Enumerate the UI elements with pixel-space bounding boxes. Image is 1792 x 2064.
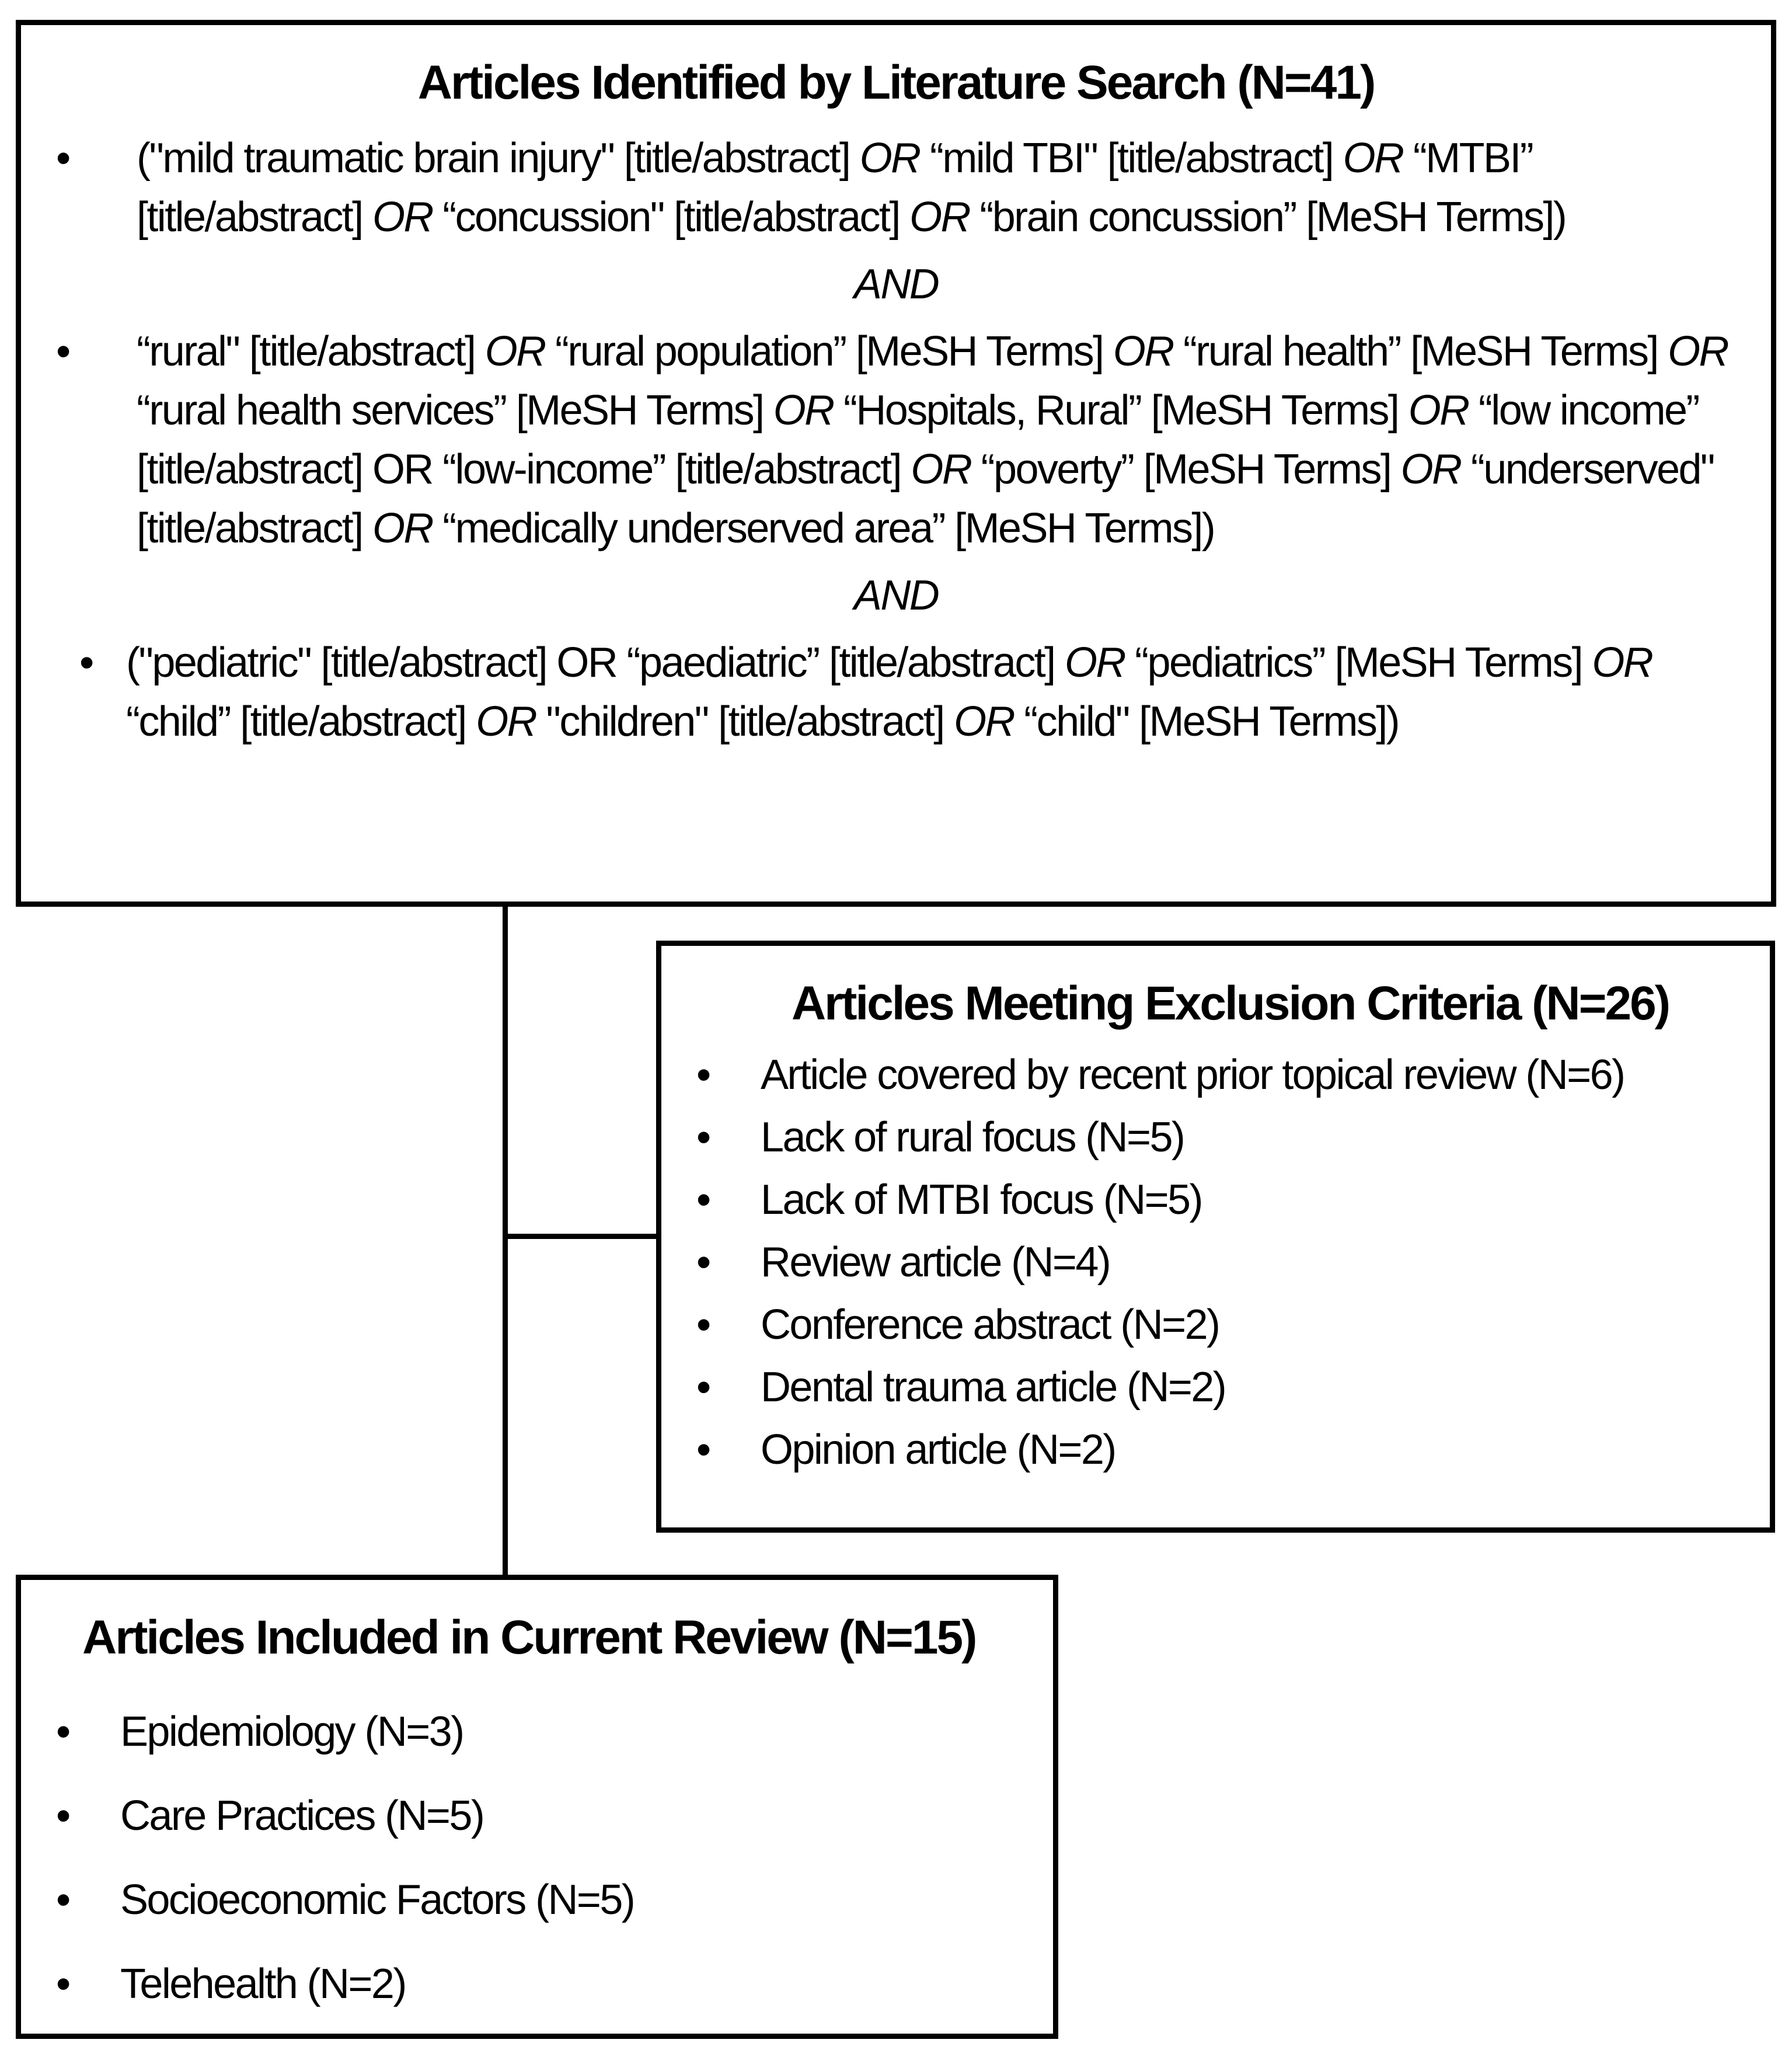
- exclusion-box-title: Articles Meeting Exclusion Criteria (N=26): [791, 977, 1669, 1030]
- operator-or: OR: [1408, 387, 1469, 434]
- search-term: “brain concussion” [MeSH Terms]): [969, 194, 1566, 241]
- operator-or: OR: [954, 698, 1014, 746]
- exclusion-item-label: Opinion article (N=2): [761, 1426, 1115, 1474]
- operator-or: OR: [911, 446, 971, 493]
- connector-vertical: [503, 902, 508, 1579]
- operator-or: OR: [1343, 135, 1403, 182]
- included-item-label: Telehealth (N=2): [120, 1961, 406, 2008]
- included-item-label: Care Practices (N=5): [120, 1792, 484, 1840]
- exclusion-item-label: Conference abstract (N=2): [761, 1301, 1219, 1349]
- exclusion-item-label: Dental trauma article (N=2): [761, 1364, 1226, 1411]
- search-criterion: [44, 634, 1748, 751]
- search-term: ("pediatric" [title/abstract] OR “paediatric” [title/abstract]: [126, 639, 1065, 687]
- operator-or: OR: [372, 505, 433, 552]
- search-box: [16, 20, 1776, 907]
- bullet-icon: •: [696, 1239, 710, 1286]
- operator-or: OR: [484, 328, 545, 375]
- and-connector: AND: [853, 572, 939, 619]
- bullet-icon: •: [56, 1792, 69, 1840]
- search-term: “poverty” [MeSH Terms]: [971, 446, 1401, 493]
- operator-or: OR: [1592, 639, 1652, 687]
- included-item-label: Epidemiology (N=3): [120, 1708, 463, 1756]
- bullet-icon: •: [696, 1114, 710, 1161]
- search-criterion: [44, 322, 1748, 558]
- search-term: “underserved" [title/abstract]: [137, 446, 1714, 552]
- included-list: [56, 1690, 1030, 2026]
- search-term: “low income” [title/abstract] OR “low-income” [title/abstract]: [137, 387, 1699, 493]
- included-item: [56, 1690, 1030, 1774]
- exclusion-item-label: Review article (N=4): [761, 1239, 1110, 1286]
- search-term: ("mild traumatic brain injury" [title/abstract]: [137, 135, 860, 182]
- included-item: [56, 1942, 1030, 2026]
- search-term: “mild TBI" [title/abstract]: [919, 135, 1343, 182]
- bullet-icon: •: [696, 1364, 710, 1411]
- bullet-icon: •: [56, 1877, 69, 1924]
- search-term: “pediatrics” [MeSH Terms]: [1124, 639, 1592, 687]
- exclusion-item-label: Article covered by recent prior topical review (N=6): [761, 1052, 1624, 1099]
- included-item: [56, 1858, 1030, 1942]
- exclusion-item: [696, 1169, 1746, 1231]
- operator-or: OR: [859, 135, 920, 182]
- operator-or: OR: [909, 194, 970, 241]
- exclusion-item-label: Lack of rural focus (N=5): [761, 1114, 1184, 1161]
- search-term: “medically underserved area” [MeSH Terms]): [432, 505, 1215, 552]
- bullet-icon: •: [696, 1177, 710, 1224]
- and-connector: AND: [853, 261, 939, 308]
- bullet-icon: •: [696, 1426, 710, 1474]
- operator-or: OR: [773, 387, 834, 434]
- search-term: “child" [MeSH Terms]): [1013, 698, 1399, 746]
- exclusion-box: [656, 941, 1775, 1533]
- operator-or: OR: [1400, 446, 1461, 493]
- search-term: “rural health” [MeSH Terms]: [1173, 328, 1668, 375]
- bullet-icon: •: [56, 1961, 69, 2008]
- exclusion-item: [696, 1294, 1746, 1356]
- exclusion-item: [696, 1044, 1746, 1106]
- connector-horizontal: [503, 1234, 660, 1239]
- exclusion-item: [696, 1356, 1746, 1419]
- operator-or: OR: [372, 194, 433, 241]
- exclusion-item-label: Lack of MTBI focus (N=5): [761, 1177, 1202, 1224]
- search-term: “rural health services” [MeSH Terms]: [137, 387, 773, 434]
- search-criterion: [44, 129, 1748, 247]
- included-box: [16, 1575, 1058, 2039]
- operator-or: OR: [476, 698, 536, 746]
- bullet-icon: •: [79, 639, 93, 687]
- search-criteria: [44, 129, 1748, 751]
- search-box-title: Articles Identified by Literature Search (N=41): [417, 56, 1375, 109]
- bullet-icon: •: [56, 328, 69, 375]
- search-term: "children" [title/abstract]: [536, 698, 954, 746]
- bullet-icon: •: [56, 135, 69, 182]
- search-term: “Hospitals, Rural” [MeSH Terms]: [833, 387, 1409, 434]
- search-term: “concussion" [title/abstract]: [432, 194, 910, 241]
- bullet-icon: •: [696, 1052, 710, 1099]
- exclusion-item: [696, 1106, 1746, 1169]
- bullet-icon: •: [696, 1301, 710, 1349]
- exclusion-item: [696, 1231, 1746, 1294]
- operator-or: OR: [1064, 639, 1125, 687]
- operator-or: OR: [1113, 328, 1173, 375]
- included-item-label: Socioeconomic Factors (N=5): [120, 1877, 634, 1924]
- exclusion-list: [696, 1044, 1746, 1481]
- bullet-icon: •: [56, 1708, 69, 1756]
- included-box-title: Articles Included in Current Review (N=15): [82, 1611, 976, 1664]
- exclusion-item: [696, 1419, 1746, 1481]
- search-term: “rural population” [MeSH Terms]: [545, 328, 1113, 375]
- included-item: [56, 1774, 1030, 1858]
- search-term: “rural" [title/abstract]: [137, 328, 485, 375]
- search-term: “child” [title/abstract]: [126, 698, 476, 746]
- operator-or: OR: [1668, 328, 1728, 375]
- search-term: “MTBI” [title/abstract]: [137, 135, 1533, 241]
